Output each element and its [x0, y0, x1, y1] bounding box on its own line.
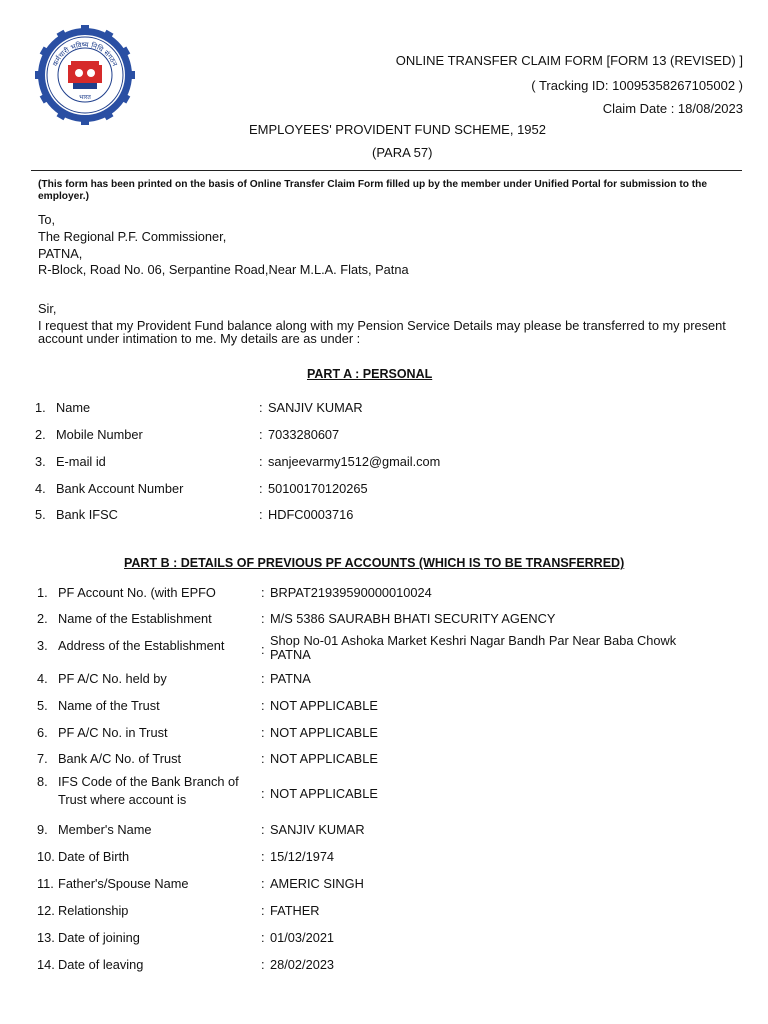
row-value: NOT APPLICABLE [270, 786, 378, 801]
request-line-2: account under intimation to me. My details are as under : [38, 331, 361, 346]
row-label: PF Account No. (with EPFO [58, 585, 216, 600]
row-label: Date of leaving [58, 957, 144, 972]
row-colon: : [259, 481, 263, 496]
row-number: 1. [37, 585, 48, 600]
row-label: Date of Birth [58, 849, 130, 864]
row-colon: : [261, 611, 265, 626]
para-label: (PARA 57) [372, 145, 433, 160]
row-label: Mobile Number [56, 427, 143, 442]
row-number: 11. [37, 876, 54, 891]
address-line-3: R-Block, Road No. 06, Serpantine Road,Near M.L.A. Flats, Patna [38, 262, 409, 277]
row-label: Father's/Spouse Name [58, 876, 189, 891]
row-label: Bank Account Number [56, 481, 184, 496]
row-label: Date of joining [58, 930, 140, 945]
row-colon: : [261, 671, 265, 686]
row-label: PF A/C No. held by [58, 671, 167, 686]
row-number: 10. [37, 849, 55, 864]
row-value: NOT APPLICABLE [270, 751, 378, 766]
row-value: PATNA [270, 671, 311, 686]
row-label: PF A/C No. in Trust [58, 725, 168, 740]
row-number: 14. [37, 957, 55, 972]
row-value-continued: PATNA [270, 647, 311, 662]
row-value: 50100170120265 [268, 481, 368, 496]
row-number: 4. [35, 481, 46, 496]
row-label: Name of the Establishment [58, 611, 212, 626]
row-value: NOT APPLICABLE [270, 725, 378, 740]
row-colon: : [261, 822, 265, 837]
address-line-1: The Regional P.F. Commissioner, [38, 229, 227, 244]
row-value: 15/12/1974 [270, 849, 335, 864]
claim-date: Claim Date : 18/08/2023 [602, 101, 743, 116]
logo-bottom-text: भारत [79, 94, 91, 101]
row-colon: : [261, 585, 265, 600]
row-label: Name of the Trust [58, 698, 160, 713]
row-value: BRPAT21939590000010024 [270, 585, 432, 600]
row-number: 12. [37, 903, 55, 918]
row-label-continued: Trust where account is [58, 792, 187, 807]
tracking-id: ( Tracking ID: 10095358267105002 ) [531, 78, 743, 93]
row-number: 2. [35, 427, 46, 442]
row-colon: : [261, 849, 265, 864]
row-value: SANJIV KUMAR [270, 822, 365, 837]
row-value: FATHER [270, 903, 320, 918]
row-colon: : [259, 454, 263, 469]
row-value: 28/02/2023 [270, 957, 335, 972]
row-number: 2. [37, 611, 48, 626]
row-number: 1. [35, 400, 46, 415]
row-value: NOT APPLICABLE [270, 698, 378, 713]
row-colon: : [261, 698, 265, 713]
row-value: AMERIC SINGH [270, 876, 364, 891]
logo-top-text: कर्मचारी भविष्य निधि संगठन [51, 40, 119, 68]
row-label: Member's Name [58, 822, 152, 837]
row-value: sanjeevarmy1512@gmail.com [268, 454, 441, 469]
request-line-1: I request that my Provident Fund balance along with my Pension Service Details may please be transferred to my present [38, 318, 726, 333]
row-number: 8. [37, 774, 48, 789]
emblem-icon [68, 61, 102, 89]
row-colon: : [261, 642, 265, 657]
row-number: 5. [37, 698, 48, 713]
address-to: To, [38, 212, 56, 227]
address-line-2: PATNA, [38, 246, 83, 261]
row-value: HDFC0003716 [268, 507, 354, 522]
row-colon: : [261, 930, 265, 945]
row-number: 3. [35, 454, 46, 469]
row-number: 5. [35, 507, 46, 522]
part-a-title: PART A : PERSONAL [307, 367, 433, 381]
form-title: ONLINE TRANSFER CLAIM FORM [FORM 13 (REVISED) ] [395, 53, 743, 68]
row-colon: : [261, 876, 265, 891]
row-label: Bank A/C No. of Trust [58, 751, 182, 766]
row-number: 3. [37, 638, 48, 653]
row-number: 4. [37, 671, 48, 686]
row-colon: : [259, 427, 263, 442]
row-colon: : [261, 725, 265, 740]
row-label: Relationship [58, 903, 129, 918]
row-label: Bank IFSC [56, 507, 118, 522]
row-colon: : [259, 400, 263, 415]
epfo-logo [35, 25, 135, 125]
row-colon: : [259, 507, 263, 522]
row-value: 01/03/2021 [270, 930, 335, 945]
row-colon: : [261, 751, 265, 766]
row-colon: : [261, 903, 265, 918]
header-divider [31, 170, 742, 171]
row-value: SANJIV KUMAR [268, 400, 363, 415]
part-b-title: PART B : DETAILS OF PREVIOUS PF ACCOUNTS (WHICH IS TO BE TRANSFERRED) [124, 556, 625, 570]
row-label: Name [56, 400, 91, 415]
row-label: Address of the Establishment [58, 638, 225, 653]
row-number: 6. [37, 725, 48, 740]
row-number: 13. [37, 930, 55, 945]
row-value: 7033280607 [268, 427, 340, 442]
print-note: (This form has been printed on the basis of Online Transfer Claim Form filled up by the member under Unified Portal for submission to the employer.) [38, 179, 708, 202]
row-label: IFS Code of the Bank Branch of [58, 774, 239, 789]
salutation: Sir, [38, 301, 57, 316]
row-value: M/S 5386 SAURABH BHATI SECURITY AGENCY [270, 611, 556, 626]
row-value: Shop No-01 Ashoka Market Keshri Nagar Bandh Par Near Baba Chowk [270, 633, 677, 648]
row-colon: : [261, 957, 265, 972]
row-label: E-mail id [56, 454, 106, 469]
scheme-title: EMPLOYEES' PROVIDENT FUND SCHEME, 1952 [249, 122, 546, 137]
row-number: 7. [37, 751, 48, 766]
row-colon: : [261, 786, 265, 801]
row-number: 9. [37, 822, 48, 837]
